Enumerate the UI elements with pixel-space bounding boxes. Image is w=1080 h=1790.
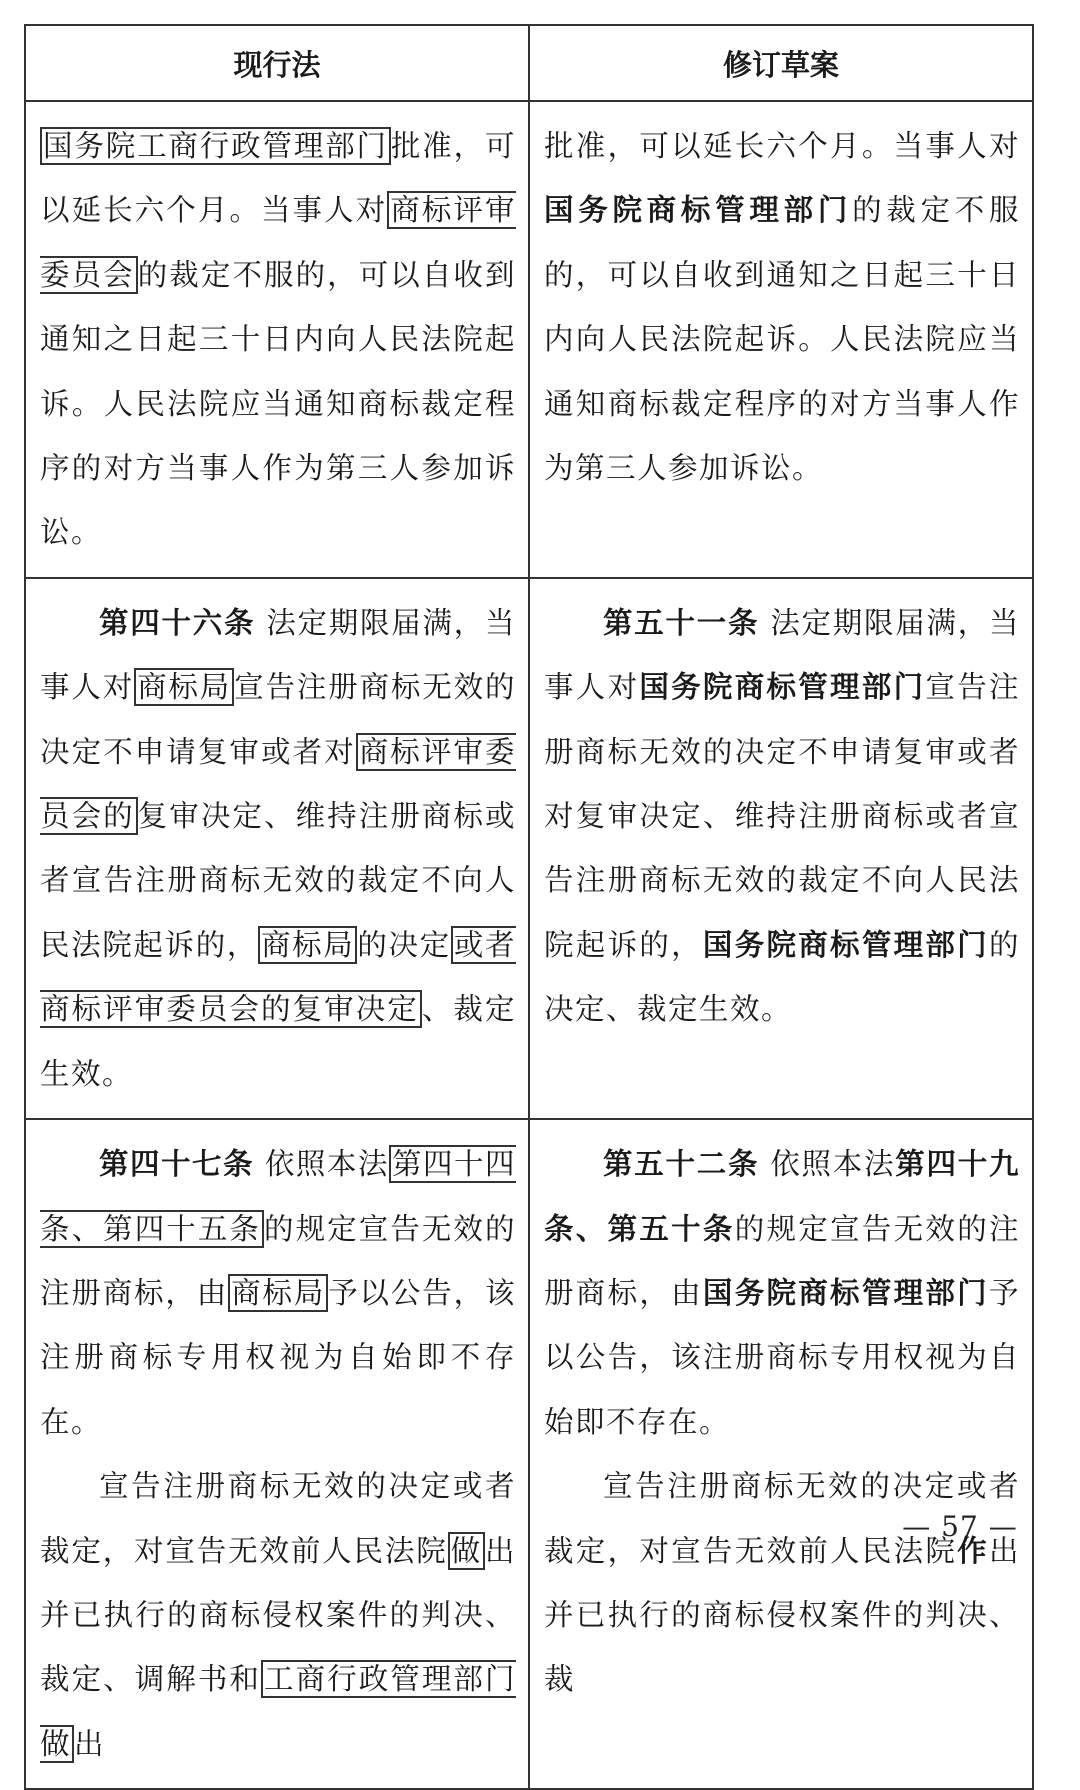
article-body <box>40 606 516 1091</box>
article-number: 第四十七条 <box>99 1147 255 1182</box>
boxed-text: 第四十四条、第四十五条 <box>40 1147 516 1246</box>
text-run: 的裁定不服的，可以自收到通知之日起三十日内向人民法院起诉。人民法院应当通知商标裁定程序的对方当事人作为第三人参加诉讼。 <box>40 257 516 550</box>
bold-text: 第四十九条、第五十条 <box>544 1147 1020 1246</box>
text-run: 予以公告，该注册商标专用权视为自始即不存在。 <box>40 1275 516 1439</box>
text-run: 依照本法 <box>254 1147 389 1182</box>
boxed-text: 国务院工商行政管理部门 <box>40 127 391 165</box>
text-run: 的规定宣告无效的注册商标，由 <box>40 1211 516 1310</box>
current-law-cell <box>25 1119 529 1789</box>
article-number: 第四十六条 <box>99 605 256 640</box>
boxed-text: 做 <box>448 1532 485 1570</box>
article-number: 第五十二条 <box>603 1147 760 1182</box>
text-run: 法定期限届满，当事人对 <box>40 605 516 705</box>
revision-draft-paragraph <box>544 114 1020 500</box>
text-run: 复审决定、维持注册商标或者宣告注册商标无效的裁定不向人民法院起诉的， <box>40 799 516 962</box>
table-row <box>25 578 1033 1119</box>
text-run: 出并已执行的商标侵权案件的判决、裁定、调解书和 <box>40 1533 516 1697</box>
boxed-text: 或者商标评审委员会的复审决定 <box>40 927 516 1027</box>
article-body <box>40 1145 516 1439</box>
bold-text: 国务院商标管理部门 <box>702 927 989 962</box>
boxed-text: 商标局 <box>258 926 357 964</box>
article-paragraph-2 <box>544 1454 1020 1712</box>
bold-text: 国务院商标管理部门 <box>544 193 853 228</box>
boxed-text: 商标评审委员会 <box>40 193 516 292</box>
article-number: 第五十一条 <box>603 605 760 640</box>
text-run: 的裁定不服的，可以自收到通知之日起三十日内向人民法院起诉。人民法院应当通知商标裁定程序的对方当事人作为第三人参加诉讼。 <box>544 193 1020 486</box>
table-row <box>25 1119 1033 1789</box>
text-run: 宣告注册商标无效的决定或者裁定，对宣告无效前人民法院 <box>544 1469 1020 1568</box>
boxed-text: 工商行政管理部门做 <box>40 1662 516 1761</box>
text-run: 依照本法 <box>759 1147 896 1182</box>
revision-draft-cell <box>529 101 1033 578</box>
text-run: 出并已执行的商标侵权案件的判决、裁 <box>544 1533 1020 1697</box>
bold-text: 作 <box>957 1533 989 1568</box>
text-run: 批准，可以延长六个月。当事人对 <box>544 129 1020 163</box>
article-paragraph <box>544 1132 1020 1454</box>
current-law-cell <box>25 101 529 578</box>
boxed-text: 商标评审委员会的 <box>40 734 516 834</box>
text-run: 批准，可以延长六个月。当事人对 <box>40 129 516 228</box>
table-row <box>25 101 1033 578</box>
text-run: 宣告注册商标无效的决定不申请复审或者对 <box>40 670 516 769</box>
revision-draft-cell <box>529 578 1033 1119</box>
text-run: 宣告注册商标无效的决定或者裁定，对宣告无效前人民法院 <box>40 1469 516 1568</box>
current-law-cell <box>25 578 529 1119</box>
header-current-law: 现行法 <box>25 25 529 101</box>
article-paragraph <box>544 591 1020 1042</box>
page-number: — 57 — <box>902 1510 1018 1543</box>
text-run: 予以公告，该注册商标专用权视为自始即不存在。 <box>544 1275 1020 1439</box>
article-paragraph-2 <box>40 1454 516 1776</box>
text-run: 法定期限届满，当事人对 <box>544 605 1020 705</box>
text-run: 宣告注册商标无效的决定不申请复审或者对复审决定、维持注册商标或者宣告注册商标无效的裁定不向人民法院起诉的， <box>544 670 1020 962</box>
revision-draft-cell <box>529 1119 1033 1789</box>
text-run: 出 <box>74 1726 106 1761</box>
boxed-text: 商标局 <box>134 668 234 706</box>
article-body <box>544 1147 1020 1439</box>
article-body <box>544 606 1020 1026</box>
text-run: 的规定宣告无效的注册商标，由 <box>544 1211 1020 1310</box>
bold-text: 国务院商标管理部门 <box>702 1275 989 1310</box>
current-law-paragraph <box>40 114 516 565</box>
article-paragraph <box>40 1132 516 1454</box>
article-paragraph <box>40 591 516 1106</box>
text-run: 、裁定生效。 <box>40 992 516 1091</box>
table-header-row <box>25 25 1033 101</box>
text-run: 的决定 <box>357 927 451 962</box>
header-revision-draft: 修订草案 <box>529 25 1033 101</box>
boxed-text: 商标局 <box>228 1274 328 1312</box>
bold-text: 国务院商标管理部门 <box>639 670 926 705</box>
text-run: 的决定、裁定生效。 <box>544 927 1020 1027</box>
